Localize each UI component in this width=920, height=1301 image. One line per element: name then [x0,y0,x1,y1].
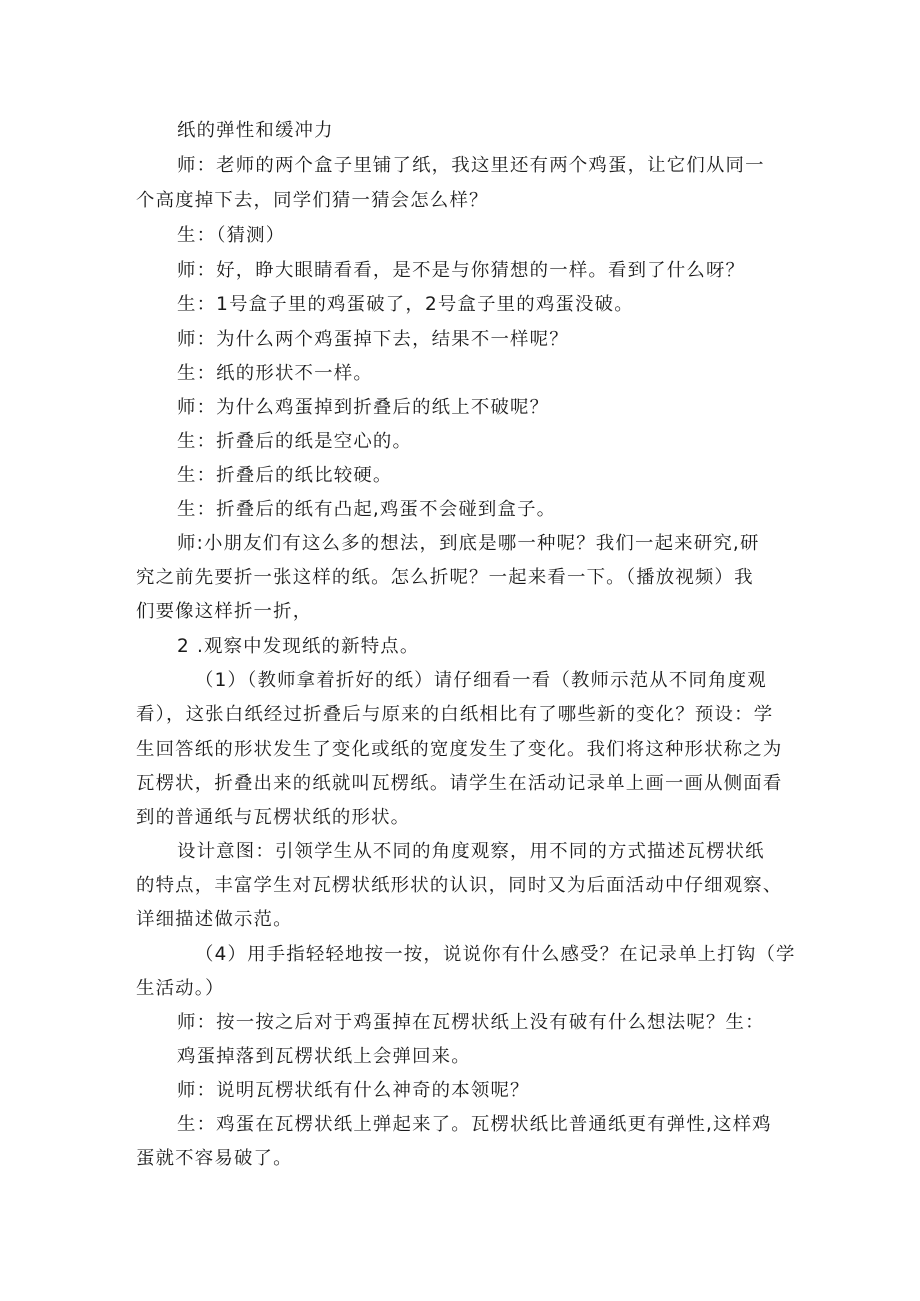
text-line: 设计意图：引领学生从不同的角度观察，用不同的方式描述瓦楞状纸 [177,841,765,862]
text-line: 详细描述做示范。 [136,909,293,930]
text-line: 生回答纸的形状发生了变化或纸的宽度发生了变化。我们将这种形状称之为 [136,739,783,760]
text-line: 个高度掉下去，同学们猜一猜会怎么样？ [136,190,489,211]
text-line: 生活动。） [136,978,225,999]
text-line: 生：（猜测） [177,225,286,246]
text-line: 师：为什么鸡蛋掉到折叠后的纸上不破呢？ [177,397,550,418]
text-line: 师：为什么两个鸡蛋掉下去，结果不一样呢？ [177,329,569,350]
text-line: 生：折叠后的纸有凸起,鸡蛋不会碰到盒子。 [177,499,557,520]
text-line: 生：纸的形状不一样。 [177,363,373,384]
subsection-heading: 2 .观察中发现纸的新特点。 [177,636,420,657]
text-line: 师：说明瓦楞状纸有什么神奇的本领呢？ [177,1080,530,1101]
text-line: 生：折叠后的纸是空心的。 [177,431,413,452]
text-line: 鸡蛋掉落到瓦楞状纸上会弹回来。 [177,1046,471,1067]
section-heading: 纸的弹性和缓冲力 [177,120,334,141]
text-line: 的特点，丰富学生对瓦楞状纸形状的认识，同时又为后面活动中仔细观察、 [136,875,783,896]
text-line: 师：按一按之后对于鸡蛋掉在瓦楞状纸上没有破有什么想法呢？生： [177,1012,765,1033]
text-line: 到的普通纸与瓦楞状纸的形状。 [136,807,411,828]
text-line: 生：鸡蛋在瓦楞状纸上弹起来了。瓦楞状纸比普通纸更有弹性,这样鸡 [177,1114,772,1135]
text-line: 生：折叠后的纸比较硬。 [177,465,393,486]
text-line: （4）用手指轻轻地按一按，说说你有什么感受？在记录单上打钩（学 [195,944,796,965]
text-line: 师:小朋友们有这么多的想法，到底是哪一种呢？我们一起来研究,研 [177,533,760,554]
text-line: 师：好，睁大眼睛看看，是不是与你猜想的一样。看到了什么呀？ [177,260,746,281]
text-line: （1）（教师拿着折好的纸）请仔细看一看（教师示范从不同角度观 [195,670,767,691]
text-line: 蛋就不容易破了。 [136,1148,293,1169]
text-line: 看），这张白纸经过折叠后与原来的白纸相比有了哪些新的变化？预设：学 [136,704,774,725]
text-line: 究之前先要折一张这样的纸。怎么折呢？一起来看一下。（播放视频）我 [136,567,754,588]
text-line: 师：老师的两个盒子里铺了纸，我这里还有两个鸡蛋，让它们从同一 [177,155,765,176]
text-line: 瓦楞状，折叠出来的纸就叫瓦楞纸。请学生在活动记录单上画一画从侧面看 [136,773,783,794]
text-line: 们要像这样折一折， [136,601,313,622]
text-line: 生：1号盒子里的鸡蛋破了，2号盒子里的鸡蛋没破。 [177,294,634,315]
